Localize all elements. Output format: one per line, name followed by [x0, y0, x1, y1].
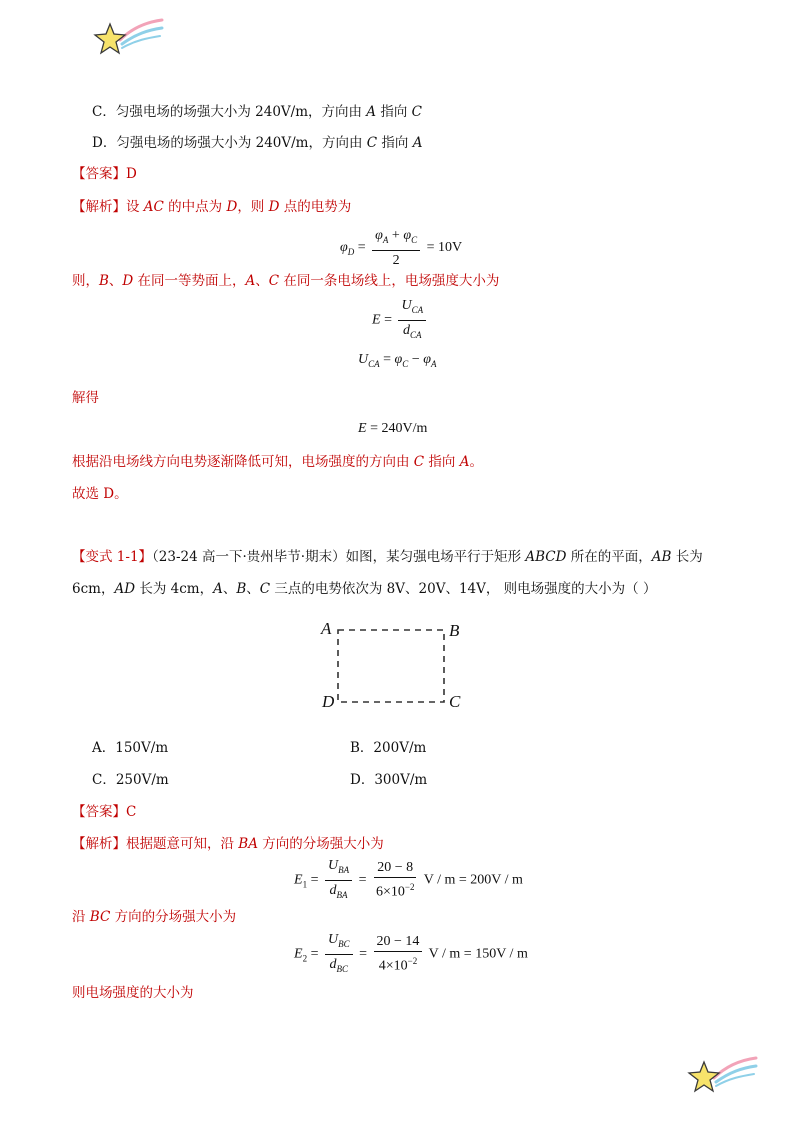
variant-line-2: 6cm，AD 长为 4cm，A、B、C 三点的电势依次为 8V、20V、14V， 则电场强度的大小为（ ）	[72, 581, 657, 597]
corner-b-label: B	[449, 621, 460, 640]
corner-a-label: A	[321, 619, 332, 638]
corner-c-label: C	[449, 692, 461, 711]
option-c-top: C．匀强电场的场强大小为 240V/m，方向由 A 指向 C	[92, 104, 422, 120]
answer-1: 【答案】D	[72, 166, 137, 182]
analysis-1-line-3: 根据沿电场线方向电势逐渐降低可知，电场强度的方向由 C 指向 A。	[72, 454, 483, 470]
option-d-top: D．匀强电场的场强大小为 240V/m，方向由 C 指向 A	[92, 135, 423, 151]
option-b: B．200V/m	[350, 740, 427, 756]
shooting-star-icon	[686, 1054, 758, 1096]
corner-d-label: D	[322, 692, 335, 711]
answer-2: 【答案】C	[72, 804, 137, 820]
analysis-1-line-1: 【解析】设 AC 的中点为 D，则 D 点的电势为	[72, 199, 352, 215]
rectangle-diagram	[318, 618, 468, 714]
variant-line-1: 【变式 1-1】（23-24 高一下·贵州毕节·期末）如图，某匀强电场平行于矩形 ABCD 所在的平面，AB 长为	[72, 549, 703, 565]
rectangle-abcd	[318, 618, 468, 714]
analysis-2-line-3: 则电场强度的大小为	[72, 985, 194, 1001]
analysis-2-line-1: 【解析】根据题意可知，沿 BA 方向的分场强大小为	[72, 836, 384, 852]
analysis-2-line-2: 沿 BC 方向的分场强大小为	[72, 909, 237, 925]
equation-e1: $E_1$ = $\frac{U_{BA}}{d_{BA}}$ = $\frac{20 - 8}{6\times 10^{-2}}$ V / m = 200V / m	[294, 858, 523, 901]
shooting-star-icon	[92, 16, 164, 58]
option-c: C．250V/m	[92, 772, 169, 788]
equation-e-240: E = 240V/m	[358, 421, 428, 436]
equation-phi-d: $\varphi_D$ = $\frac{\varphi_A + \varphi_C}{2}$ = 10V	[340, 228, 463, 268]
option-d: D．300V/m	[350, 772, 428, 788]
analysis-1-solve: 解得	[72, 390, 99, 406]
analysis-1-line-4: 故选 D。	[72, 486, 128, 502]
equation-e2: $E_2$ = $\frac{U_{BC}}{d_{BC}}$ = $\frac{20 - 14}{4\times 10^{-2}}$ V / m = 150V / m	[294, 932, 528, 975]
equation-u-ca: $U_{CA} = \varphi_C - \varphi_A$	[358, 352, 437, 369]
option-a: A．150V/m	[92, 740, 169, 756]
analysis-1-line-2: 则，B、D 在同一等势面上，A、C 在同一条电场线上，电场强度大小为	[72, 273, 500, 289]
equation-e-u-d: E = $\frac{U_{CA}}{d_{CA}}$	[372, 298, 429, 343]
